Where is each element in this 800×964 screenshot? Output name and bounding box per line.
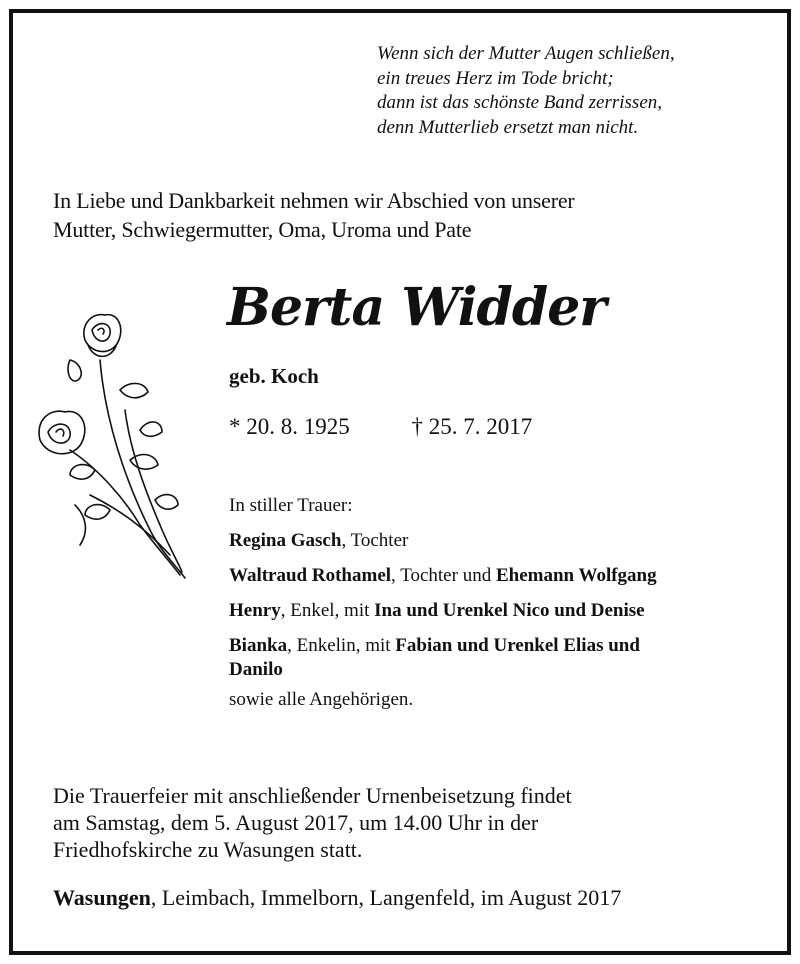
mourner-relation: , Tochter und <box>391 565 496 586</box>
mourner-relation: , Tochter <box>341 530 409 551</box>
mourner-name: Bianka <box>229 635 288 656</box>
birth-date: * 20. 8. 1925 <box>229 414 350 439</box>
mourner-name: Waltraud Rothamel <box>229 565 392 586</box>
mourner-name: Ina und Urenkel Nico und Denise <box>374 600 645 621</box>
mourner-name: Henry <box>229 600 281 621</box>
town-name: Wasungen <box>53 885 151 910</box>
poem-line: dann ist das schönste Band zerrissen, <box>377 92 662 113</box>
place-rest: , Leimbach, Immelborn, Langenfeld, im August 2017 <box>150 885 622 910</box>
mourners-list <box>229 494 749 723</box>
mourning-closing: sowie alle Angehörigen. <box>229 689 414 710</box>
mourner-row <box>229 634 749 682</box>
rose-icon <box>30 300 200 585</box>
birth-name: geb. Koch <box>229 364 319 388</box>
mourner-row <box>229 564 749 588</box>
mourner-relation: , Enkel, mit <box>280 600 375 621</box>
place-date <box>53 885 621 911</box>
intro-text <box>53 186 575 244</box>
mourner-row <box>229 599 749 623</box>
life-dates <box>229 414 532 440</box>
service-line: am Samstag, dem 5. August 2017, um 14.00 Uhr in der <box>53 810 539 835</box>
poem-line: denn Mutterlieb ersetzt man nicht. <box>377 116 639 138</box>
mourner-relation: , Enkelin, mit <box>287 635 396 656</box>
intro-line: In Liebe und Dankbarkeit nehmen wir Abschied von unserer <box>53 188 575 213</box>
mourner-name: Ehemann Wolfgang <box>495 565 657 586</box>
service-line: Die Trauerfeier mit anschließender Urnenbeisetzung findet <box>53 783 572 808</box>
mourner-row <box>229 529 749 553</box>
poem <box>377 42 675 140</box>
mourner-name: Fabian und Urenkel Elias und <box>395 635 640 656</box>
deceased-name: Berta Widder <box>227 277 606 338</box>
mourner-name: Regina Gasch <box>229 530 342 551</box>
death-date: † 25. 7. 2017 <box>411 414 533 439</box>
poem-line: ein treues Herz im Tode bricht; <box>377 67 614 89</box>
mourning-heading: In stiller Trauer: <box>229 495 353 516</box>
service-info <box>53 782 572 863</box>
poem-line: Wenn sich der Mutter Augen schließen, <box>377 43 675 64</box>
intro-line: Mutter, Schwiegermutter, Oma, Uroma und Pate <box>53 217 472 242</box>
mourner-name: Danilo <box>229 659 283 680</box>
service-line: Friedhofskirche zu Wasungen statt. <box>53 837 363 862</box>
